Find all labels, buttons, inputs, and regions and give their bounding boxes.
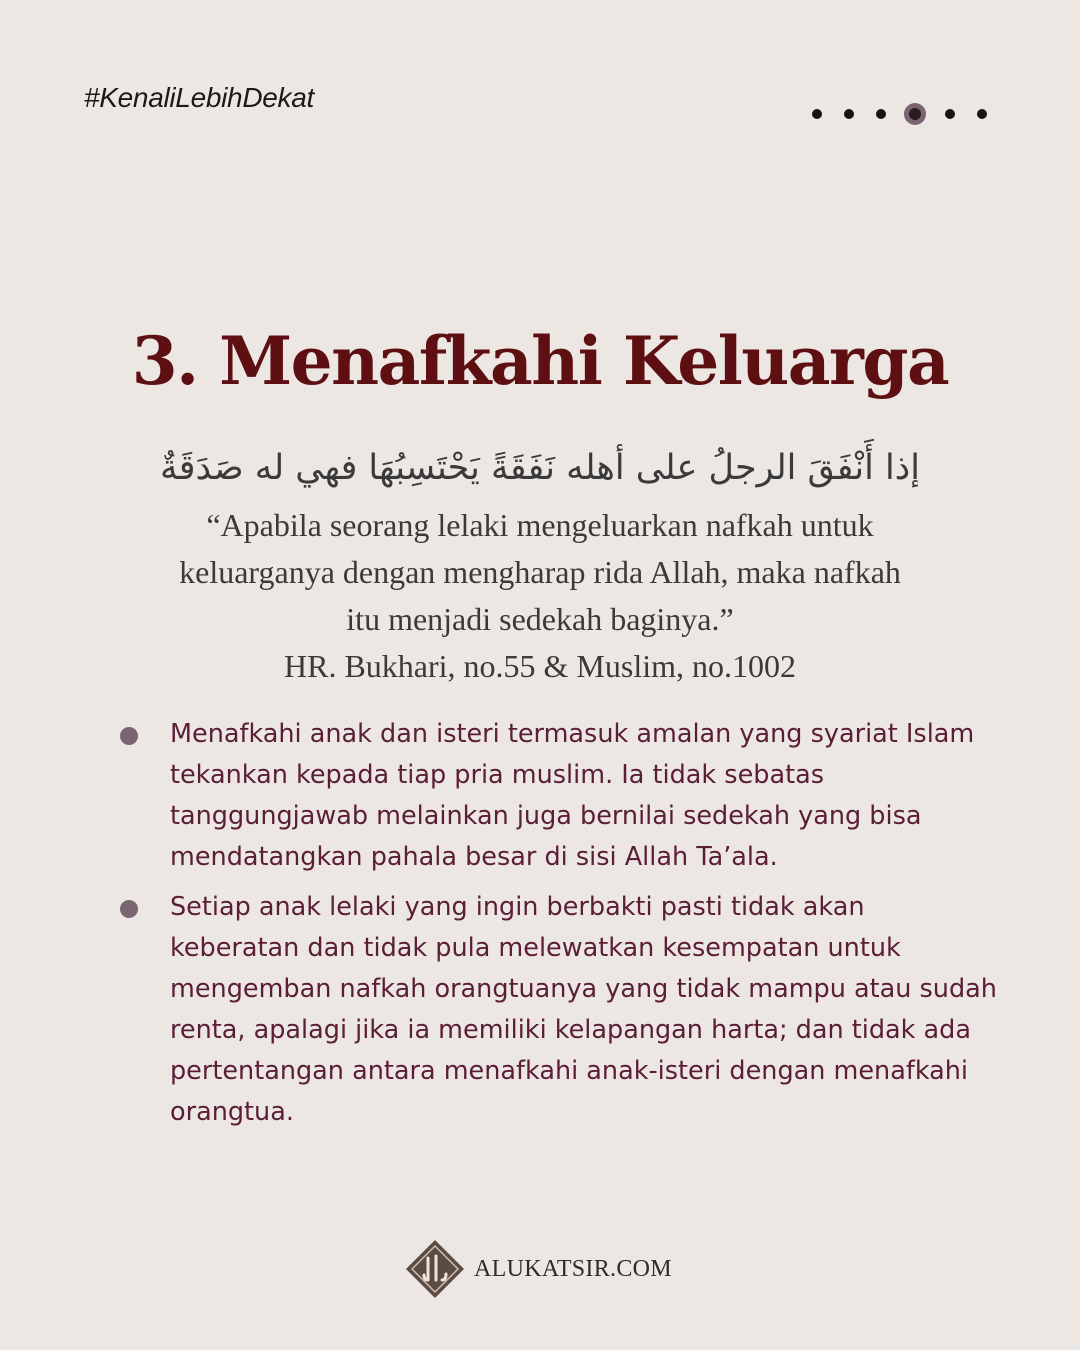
translation-line: “Apabila seorang lelaki mengeluarkan nafkah untuk — [206, 507, 874, 543]
list-item — [120, 887, 1000, 1133]
list-item-text: Menafkahi anak dan isteri termasuk amalan yang syariat Islam tekankan kepada tiap pria muslim. Ia tidak sebatas tanggungjawab melainkan juga bernilai sedekah yang bisa mendatangkan pahala besar di sisi Allah Ta’ala. — [170, 719, 975, 872]
page-dot-5 — [945, 109, 955, 119]
page-dot-2 — [844, 109, 854, 119]
page-dot-3 — [876, 109, 886, 119]
list-item-text: Setiap anak lelaki yang ingin berbakti pasti tidak akan keberatan dan tidak pula melewatkan kesempatan untuk mengemban nafkah orangtuanya yang tidak mampu atau sudah renta, apalagi jika ia memiliki kelapangan harta; dan tidak ada pertentangan antara menafkahi anak-isteri dengan menafkahi orangtua. — [170, 892, 997, 1127]
bullet-dot-icon — [120, 727, 138, 745]
hadith-translation — [120, 502, 960, 690]
translation-line: keluarganya dengan mengharap rida Allah, maka nafkah — [179, 554, 901, 590]
footer-brand — [402, 1236, 672, 1302]
hadith-source: HR. Bukhari, no.55 & Muslim, no.1002 — [283, 648, 796, 684]
page-dot-6 — [977, 109, 987, 119]
page-dot-4-active — [909, 108, 921, 120]
slide-pagination — [812, 102, 987, 126]
alukatsir-logo-icon — [402, 1236, 468, 1302]
site-name: ALUKATSIR.COM — [474, 1255, 672, 1282]
list-item — [120, 714, 1000, 878]
hadith-arabic: إذا أَنْفَقَ الرجلُ على أهله نَفَقَةً يَحْتَسِبُهَا فهي له صَدَقَةٌ — [160, 448, 920, 488]
page-title: 3. Menafkahi Keluarga — [131, 322, 949, 400]
translation-line: itu menjadi sedekah baginya.” — [346, 601, 734, 637]
bullet-dot-icon — [120, 900, 138, 918]
page-dot-1 — [812, 109, 822, 119]
hashtag: #KenaliLebihDekat — [84, 82, 314, 113]
bullet-list — [120, 714, 1000, 1142]
